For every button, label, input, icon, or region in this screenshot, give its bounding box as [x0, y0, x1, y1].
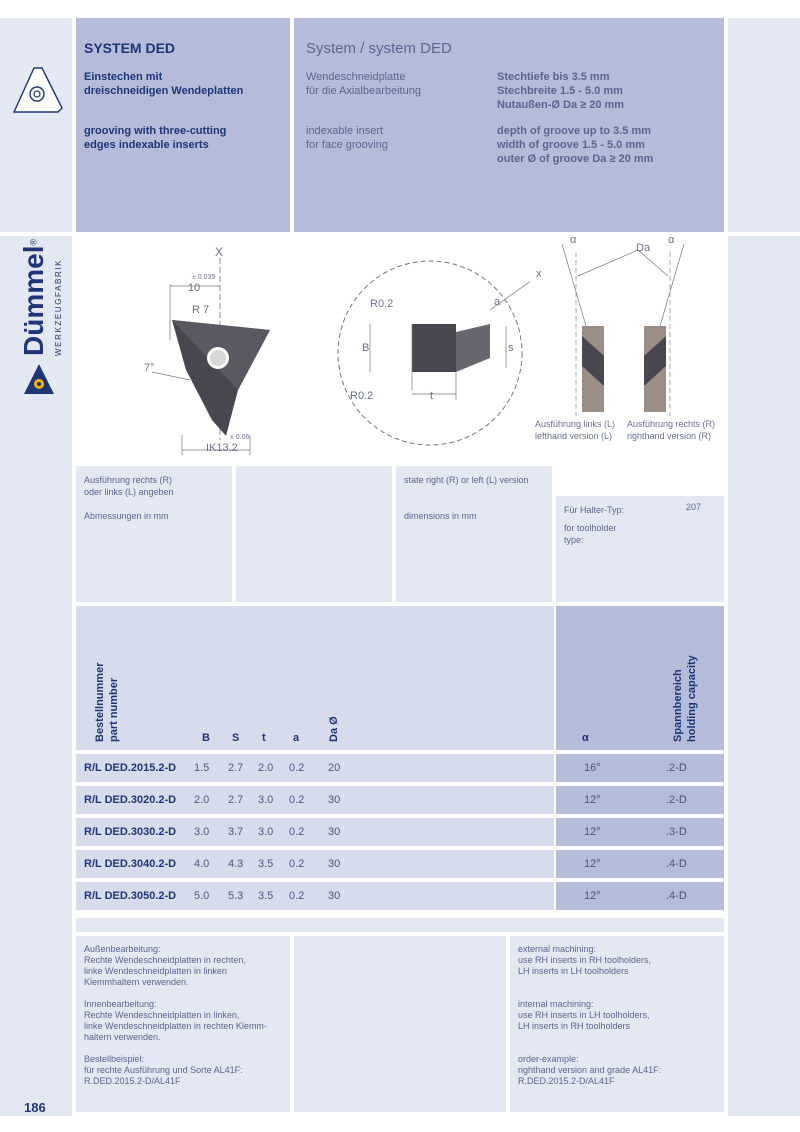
table-header	[76, 606, 554, 750]
header-right-cell	[294, 18, 724, 232]
table-row	[76, 818, 724, 846]
tolerance-06: ± 0.06	[230, 434, 250, 441]
alpha-value: 16°	[584, 762, 601, 774]
notes-de-text: Außenbearbeitung: Rechte Wendeschneidplatten in rechten, linke Wendeschneidplatten in linken Klemmhaltern verwenden. Innenbearbeitung: Rechte Wendeschneidplatten in linken, linke Wendeschneidplatten in rechten Klemm- haltern verwenden. Bestellbeispiel: für rechte Ausführung und Sorte AL41F: R.DED.2015.2-D/AL41F	[84, 944, 267, 1086]
triangle-insert-icon	[8, 64, 66, 116]
alpha-value: 12°	[584, 826, 601, 838]
da-value: 30	[328, 794, 341, 806]
row-right-bg	[556, 882, 724, 910]
table-row	[76, 754, 724, 782]
a-header: a	[293, 732, 300, 744]
r02-top-label: R0.2	[370, 298, 394, 310]
r02-bottom-label: R0.2	[350, 390, 374, 402]
b-value: 1.5	[194, 762, 210, 774]
da-value: 30	[328, 890, 341, 902]
table-row	[76, 786, 724, 814]
part-number: R/L DED.3030.2-D	[84, 826, 177, 838]
s-value: 2.7	[228, 762, 244, 774]
de-spec-2: Stechbreite 1.5 - 5.0 mm	[497, 85, 623, 97]
en-type-2: for face grooving	[306, 139, 388, 151]
t-value: 3.0	[258, 794, 274, 806]
alpha-value: 12°	[584, 890, 601, 902]
de-type-1: Wendeschneidplatte	[306, 71, 406, 83]
a-label: a	[494, 296, 501, 308]
info-en-line-3: dimensions in mm	[404, 511, 477, 521]
notes-spacer-cell	[294, 936, 506, 1112]
a-value: 0.2	[289, 762, 305, 774]
righthand-de-label: Ausführung rechts (R)	[627, 419, 716, 429]
s-value: 2.7	[228, 794, 244, 806]
s-value: 4.3	[228, 858, 244, 870]
notes-en-text: external machining: use RH inserts in RH toolholders, LH inserts in LH toolholders internal machining: use RH inserts in LH toolholders, LH inserts in RH toolholders order-example: righthand version and grade AL41F: R.DED.2015.2-D/AL41F	[518, 944, 662, 1086]
alpha-header: α	[582, 732, 589, 744]
info-en-cell	[396, 466, 552, 602]
t-label: t	[430, 390, 434, 402]
left-margin-top	[0, 18, 72, 232]
page-title: SYSTEM DED	[84, 40, 176, 56]
angle-7-label: 7°	[144, 362, 155, 374]
dim-10-label: 10	[188, 282, 201, 294]
part-number-header-en: part number	[108, 677, 120, 742]
da-value: 30	[328, 858, 341, 870]
right-margin-top	[728, 18, 800, 232]
info-de-line-3: Abmessungen in mm	[84, 511, 169, 521]
lefthand-en-label: lefthand version (L)	[535, 431, 613, 441]
groove-detail-drawing	[330, 250, 530, 460]
brand-reg: ®	[28, 238, 39, 246]
de-spec-3: Nutaußen-Ø Da ≥ 20 mm	[497, 99, 625, 111]
lefthand-de-label: Ausführung links (L)	[535, 419, 616, 429]
tolerance-035: ± 0.035	[192, 274, 216, 281]
holding-capacity-header-de: Spannbereich	[672, 669, 684, 742]
holder-type-en-1: for toolholder	[564, 523, 617, 533]
part-number: R/L DED.3040.2-D	[84, 858, 177, 870]
system-title: System / system DED	[306, 40, 452, 57]
table-row	[76, 850, 724, 878]
a-value: 0.2	[289, 858, 305, 870]
holder-views-drawing	[556, 236, 726, 416]
part-number: R/L DED.2015.2-D	[84, 762, 177, 774]
row-right-bg	[556, 786, 724, 814]
notes-de-cell	[76, 936, 290, 1112]
table-row	[76, 882, 724, 910]
ik-label: IK13.2	[206, 442, 238, 454]
part-number: R/L DED.3020.2-D	[84, 794, 177, 806]
notes-en-cell	[510, 936, 724, 1112]
info-spacer-cell	[236, 466, 392, 602]
en-description-2: edges indexable inserts	[84, 139, 209, 151]
de-spec-1: Stechtiefe bis 3.5 mm	[497, 71, 610, 83]
a-value: 0.2	[289, 794, 305, 806]
righthand-en-label: righthand version (R)	[627, 431, 712, 441]
t-header: t	[262, 732, 266, 744]
s-label: s	[508, 342, 514, 354]
da-value: 20	[328, 762, 341, 774]
brand-subtitle: WERKZEUGFABRIK	[54, 258, 63, 356]
s-header: S	[232, 732, 240, 744]
holding-capacity-header-en: holding capacity	[686, 655, 698, 742]
da-value: 30	[328, 826, 341, 838]
en-spec-1: depth of groove up to 3.5 mm	[497, 125, 652, 137]
alpha-value: 12°	[584, 858, 601, 870]
en-description-1: grooving with three-cutting	[84, 125, 227, 137]
row-right-bg	[556, 818, 724, 846]
part-number: R/L DED.3050.2-D	[84, 890, 177, 902]
holder-type-de: Für Halter-Typ:	[564, 505, 625, 515]
s-value: 5.3	[228, 890, 244, 902]
info-de-line-1: Ausführung rechts (R)	[84, 475, 173, 485]
holder-type-cell	[556, 496, 724, 602]
en-spec-3: outer Ø of groove Da ≥ 20 mm	[497, 153, 654, 165]
info-de-cell	[76, 466, 232, 602]
b-value: 5.0	[194, 890, 210, 902]
da-label: Da	[636, 242, 651, 254]
de-type-2: für die Axialbearbeitung	[306, 85, 421, 97]
holding-value: .4-D	[666, 858, 687, 870]
a-value: 0.2	[289, 890, 305, 902]
b-value: 4.0	[194, 858, 210, 870]
insert-drawing	[130, 240, 290, 460]
row-right-bg	[556, 754, 724, 782]
alpha-right-label: α	[668, 234, 675, 246]
holding-value: .2-D	[666, 762, 687, 774]
brand-name: Dümmel	[18, 245, 49, 356]
right-margin	[728, 236, 800, 1116]
radius-7-label: R 7	[192, 304, 210, 316]
brand-emblem-icon	[22, 362, 56, 396]
en-spec-2: width of groove 1.5 - 5.0 mm	[497, 139, 645, 151]
t-value: 3.0	[258, 826, 274, 838]
holder-type-value: 207	[686, 502, 702, 512]
s-value: 3.7	[228, 826, 244, 838]
t-value: 3.5	[258, 890, 274, 902]
holding-value: .2-D	[666, 794, 687, 806]
part-number-header-de: Bestellnummer	[94, 662, 106, 742]
x-small-label: x	[536, 268, 542, 280]
t-value: 3.5	[258, 858, 274, 870]
de-description-2: dreischneidigen Wendeplatten	[84, 85, 244, 97]
b-label: B	[362, 342, 370, 354]
table-footer-band	[76, 918, 724, 932]
en-type-1: indexable insert	[306, 125, 384, 137]
holding-value: .4-D	[666, 890, 687, 902]
a-value: 0.2	[289, 826, 305, 838]
header-left-cell	[76, 18, 290, 232]
alpha-value: 12°	[584, 794, 601, 806]
de-description-1: Einstechen mit	[84, 71, 163, 83]
b-value: 3.0	[194, 826, 210, 838]
info-de-line-2: oder links (L) angeben	[84, 487, 174, 497]
holder-type-en-2: type:	[564, 535, 584, 545]
holding-value: .3-D	[666, 826, 687, 838]
row-right-bg	[556, 850, 724, 878]
t-value: 2.0	[258, 762, 274, 774]
alpha-left-label: α	[570, 234, 577, 246]
x-axis-label: X	[215, 245, 224, 259]
page-number: 186	[24, 1100, 46, 1115]
da-header: Da Ø	[328, 716, 340, 742]
b-value: 2.0	[194, 794, 210, 806]
info-en-line-1: state right (R) or left (L) version	[404, 475, 529, 485]
b-header: B	[202, 732, 210, 744]
